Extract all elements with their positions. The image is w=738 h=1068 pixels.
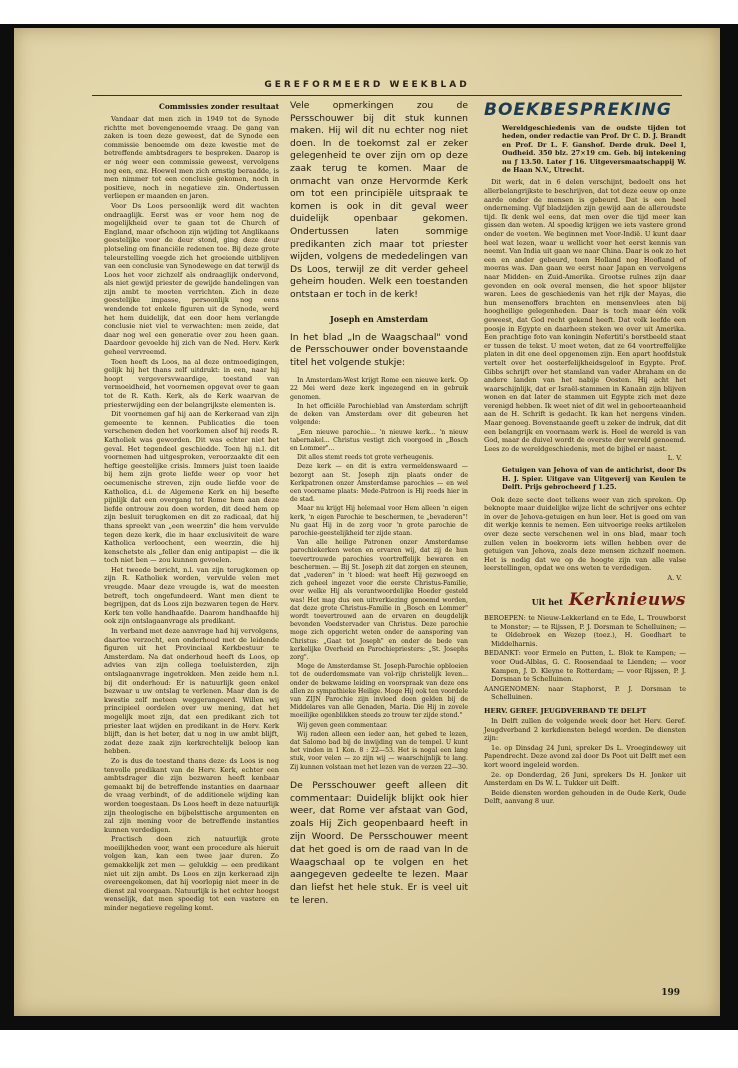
joseph-lead: In het blad „In de Waagschaal" vond de Persschouwer onder bovenstaande titel het volgende stukje: xyxy=(290,331,468,368)
quote-paragraph: Maar nu krijgt Hij helemaal voor Hem alleen 'n eigen kerk, 'n eigen Parochie te beschermen, te „bevaderen"! Nu gaat Hij in de zorg voor 'n grote parochie de parochie-geestelijkheid ter zijde staan. xyxy=(290,505,468,537)
kerknieuws-item: BEROEPEN: te Nieuw-Lekkerland en te Ede, L. Trouwborst te Monster; — te Rijssen, P. J. Dorsman te Schelluinen; — te Oldebroek en Wezep (toez.), H. Goedhart te Middelharnis. xyxy=(484,614,686,648)
quote-paragraph: Dit alles stemt reeds tot grote verheugenis. xyxy=(297,454,434,462)
paragraph: 1e. op Dinsdag 24 Juni, spreker Ds L. Vroegindewey uit Papendrecht. Deze avond zal door Ds Poot uit Delft met een kort woord ingeleid worden. xyxy=(484,743,686,769)
quote-paragraph: Deze kerk — en dit is extra vermeldenswaard — bezorgt aan St. Joseph zijn plaats onder de Kerkpatronen onzer Amsterdamse parochies — en wel een voorname plaats: Mede-Patroon is Hij reeds hier in de stad. xyxy=(290,463,468,504)
scan-border-bottom xyxy=(0,1030,738,1068)
paragraph: Practisch doen zich natuurlijk grote moeilijkheden voor, want een procedure als hieruit volgen kan, kan een twee jaar duren. Zo gemakkelijk zet men — gelukkig — een predikant niet uit zijn ambt. Ds Loos en zijn kerkeraad zijn overeengekomen, dat hij voorlopig niet meer in de dienst zal voorgaan. Natuurlijk is het echter hoogst wenselijk, dat men spoedig tot een vastere en minder negatieve regeling komt. xyxy=(104,835,279,913)
paragraph: Zo is dus de toestand thans deze: ds Loos is nog tenvolle predikant van de Herv. Kerk, echter een ambtsdrager die zijn bezwaren heeft kenbaar gemaakt bij de betreffende instanties en daarnaar de vraag verbindt, of de additionele wijding kan worden toegestaan. Ds Loos heeft in deze natuurlijk zijn theologische en bijbelsttische argumenten en zal zijn mening voor de betreffende instanties kunnen verdedigen. xyxy=(104,756,279,834)
paragraph: Vandaar dat men zich in 1949 tot de Synode richtte met bovengenoemde vraag. De gang van zaken is toen deze geweest, dat de Synode een commissie benoemde om deze kwestie met de betreffende ambtsdragers te bespreken. Daarop is er nóg weer een commissie geweest, vervolgens nog een, enz. Hoewel men zich ernstig beraadde, is men nimmer tot een conclusie gekomen, noch in positieve, noch in negatieve zin. Ondertussen verliepen er maanden en jaren. xyxy=(104,115,279,201)
article-heading-joseph: Joseph en Amsterdam xyxy=(329,313,429,324)
page-number: 199 xyxy=(661,988,680,998)
kerknieuws-item: AANGENOMEN: naar Staphorst, P. J. Dorsman te Schelluinen. xyxy=(484,684,686,702)
kerknieuws-prefix: Uit het xyxy=(531,597,563,607)
reviewer-signature: L. V. xyxy=(667,454,682,463)
kerknieuws-list xyxy=(484,614,686,702)
quote-paragraph: Moge de Amsterdamse St. Joseph-Parochie opbloeien tot de ouderdomsmate van vol-rijp christelijk leven... onder de bekwame leiding en voorspraak van deze ons allen zo sympathieke Heilige. Moge Hij ook ten voordele van ZIJN Parochie zijn invloed doen gelden bij de Middelares van alle Genaden, Maria. Die Hij in zovele moeilijke ogenblikken steeds zo trouw ter zijde stond." xyxy=(290,663,468,720)
newspaper-page xyxy=(14,28,720,1016)
header-rule xyxy=(92,95,682,96)
article-heading-commissies: Commissies zonder resultaat xyxy=(158,102,279,111)
persschouwer-closing: De Persschouwer geeft alleen dit commentaar: Duidelijk blijkt ook hier weer, dat Rome ver afstaat van God, zoals Hij Zich geopenbaard heeft in zijn Woord. De Persschouwer meent dat het goed is om de raad van In de Waagschaal op te volgen en het aangegeven gedeelte te lezen. Maar dan liefst het hele stuk. Er is veel uit te leren. xyxy=(290,779,468,906)
scan-border-top xyxy=(0,0,738,24)
joseph-quote xyxy=(290,377,468,772)
paragraph: Het tweede bericht, n.l. van zijn terugkomen op zijn R. Katholiek worden, vervulde velen met vreugde. Maar deze vreugde is, wat de meesten betreft, toch ongefundeerd. Want men dient te begrijpen, dat ds Loos zijn bezwaren tegen de Herv. Kerk ten volle handhaafde. Daarom handhaafde hij ook zijn ontslagaanvrage als predikant. xyxy=(104,565,279,626)
paragraph: 2e. op Donderdag, 26 Juni, sprekers Ds H. Jonker uit Amsterdam en Ds W. L. Tukker uit Delft. xyxy=(484,770,686,788)
article-body-commissies xyxy=(104,115,279,913)
book-info-getuigen: Getuigen van Jehova of van de antichrist, door Ds H. J. Spier. Uitgave van Uitgeverij van Keulen te Delft. Prijs gebrocheerd ƒ 1.25. xyxy=(502,466,686,492)
reviewer-signature: A. V. xyxy=(667,574,682,582)
kerknieuws-heading xyxy=(484,590,686,610)
running-head: GEREFORMEERD WEEKBLAD xyxy=(264,80,470,90)
quote-paragraph: Wij raden alleen een ieder aan, het gebed te lezen, dat Salomo bad bij de inwijding van de tempel. U kunt het vinden in 1 Kon. 8 : 22—53. Het is nogal een lang stuk, voor velen — zo zijn wij — waarschijnlijk te lang. Zij kunnen volstaan met het lezen van de verzen 22—30. xyxy=(290,730,468,771)
quote-paragraph: In Amsterdam-West krijgt Rome een nieuwe kerk. Op 22 Mei werd deze kerk ingezegend en in gebruik genomen. xyxy=(290,377,468,401)
column-middle xyxy=(290,100,468,908)
review-paragraph: Ook deze secte doet telkens weer van zich spreken. Op beknopte maar duidelijke wijze licht de schrijver ons echter in over de Jehova-getuigen en hun leer. Het is goed om van dit werkje kennis te nemen. Een uitvoerige reeks artikelen over deze secte verschenen wel in ons blad, maar toch zullen velen in boekvorm iets willen hebben over de getuigen van Jehova, zoals deze mensen zichzelf noemen. Het is nodig dat we op de hoogte zijn van alle valse leerstellingen, opdat we ons weten te verdedigen. xyxy=(484,495,686,573)
review-getuigen xyxy=(484,496,686,573)
section-heading-jeugdverband: HERV. GEREF. JEUGDVERBAND TE DELFT xyxy=(484,706,647,715)
quote-paragraph: „Een nieuwe parochie... 'n nieuwe kerk... 'n nieuw tabernakel... Christus vestigt zich voorgoed in „Bosch en Lommer"... xyxy=(290,428,468,452)
paragraph: In Delft zullen de volgende week door het Herv. Geref. Jeugdverband 2 kerkdiensten belegd worden. De diensten zijn: xyxy=(484,716,686,743)
review-wereldgeschiedenis xyxy=(484,178,686,453)
kerknieuws-logo: Kerknieuws xyxy=(568,590,686,610)
kerknieuws-item: BEDANKT: voor Ermelo en Putten, L. Blok te Kampen; — voor Oud-Alblas, G. C. Roosendaal te Lienden; — voor Kampen, J. D. Kleyne te Rotterdam; — voor Rijssen, P. J. Dorsman te Schelluinen. xyxy=(484,649,686,684)
paragraph: In verband met deze aanvrage had hij vervolgens, daartoe verzocht, een onderhoud met de leidende figuren uit het Provinciaal Kerkbestuur te Amsterdam. Na dat onderhoud heeft ds Loos, op advies van zijn collega toeluisterden, zijn ontslagaanvrage ingetrokken. Men zeide hem n.l. bij dit onderhoud: Er is natuurlijk geen enkel bezwaar u uw ontslag te verlenen. Maar dan is de kwestie zelf meteen weggerangeerd. Willen wij principieel oordelen over uw mening, dat het mogelijk moet zijn, dat een predikant zich tot priester laat wijden en predikant in de Herv. Kerk blijft, dan is het beter, dat u nog in uw ambt blijft, zodat deze zaak zijn kerkrechtelijk beloop kan hebben. xyxy=(104,627,279,756)
column-right xyxy=(484,100,686,807)
paragraph: Voor Ds Loos persoonlijk werd dit wachten ondraaglijk. Eerst was er voor hem nog de mogelijkheid over te gaan tot de Church of England, maar ofschoon zijn wijding tot Anglikaans geestelijke voor de deur stond, ging deze deur plotseling om financiële redenen toe. Bij deze grote teleurstelling voegde zich het groeiende uitblijven van een conclusie van Synodewege en dat terwijl ds Loos het voor zichzelf als ondraaglijk ondervond, als niet gewijd priester de gewijde handelingen van zijn ambt te moeten verrichten. Zich in deze geestelijke impasse, persoonlijk nog eens wendende tot enkele figuren uit de Synode, werd het hem duidelijk, dat een door hem verlangde conclusie niet viel te verwachten: men zeide, dat daar nog wel een generatie over zou heen gaan. Daardoor gevoelde hij zich van de Ned. Herv. Kerk geheel vervreemd. xyxy=(104,201,279,357)
quote-paragraph: Van alle heilige Patronen onzer Amsterdamse parochiekerken weten en ervaren wij, dat zij de hun toevertrouwde parochies voortreffelijk bewaren en beschermen. — Bij St. Joseph zit dat zorgen en steunen, dat „vaderen" in 't bloed: wat heeft Hij gezwoegd en zich geheel ingezet voor die eerste Christus-Familie, over welke Hij als verantwoordelijke Hoeder gesteld was! Het mag dus een uitverkiezing genoemd worden, dat deze grote Christus-Familie in „Bosch en Lommer" wordt toevertrouwd aan de ervaren en deugdelijk bevonden Voedstervader van Christus. Deze parochie moge zich opgericht weten onder de aansporing van Christus: „Gaat tot Joseph" en onder de bede van kerkelijke Overheid en Parochiepriesters: „St. Josephs zorg". xyxy=(290,539,468,661)
column-left xyxy=(104,100,279,914)
quote-paragraph: In het officiële Parochieblad van Amsterdam schrijft de deken van Amsterdam over dit gebeuren het volgende: xyxy=(290,402,468,427)
paragraph: Dit voornemen gaf hij aan de Kerkeraad van zijn gemeente te kennen. Publicaties die toen verschenen deden het voorkomen alsof hij reeds R. Katholiek was geworden. Dit was echter niet het geval. Het tegendeel geschiedde. Toen hij n.l. dit voornemen had uitgesproken, veroorzaakte dit een heftige geestelijke crisis. Immers juist toen laaide bij hem zijn grote liefde weer op voor het oecumenische streven, zijn oude liefde voor de Katholica, d.i. de Algemene Kerk en hij besefte pijnlijk dat een overgang tot Rome hem aan deze liefde ontrouw zou doen worden, dit deed hem op zijn besluit terugkomen en dit zo radicaal, dat hij thans spreekt van „een weerzin" die hem vervulde tegen deze kerk, die in haar exclusiviteit de ware Katholica verloochent, een weerzin, die hij kenschetste als „feller dan enig antipapist — die ik toch niet ben — zou kunnen gevoelen. xyxy=(104,410,279,565)
quote-paragraph: Wij geven geen commentaar. xyxy=(297,721,388,729)
section-title-boekbespreking: BOEKBESPREKING xyxy=(484,100,672,120)
persschouwer-intro: Vele opmerkingen zou de Persschouwer bij dit stuk kunnen maken. Hij wil dit nu echter nog niet doen. In de toekomst zal er zeker gelegenheid te over zijn om op deze zaak terug te komen. Maar de onmacht van onze Hervormde Kerk om tot een principiële uitspraak te komen is ook in dit geval weer duidelijk openbaar gekomen. Ondertussen laten sommige predikanten zich maar tot priester wijden, volgens de mededelingen van Ds Loos, terwijl ze dit verder geheel geheim houden. Welk een toestanden ontstaan er toch in de kerk! xyxy=(290,100,468,300)
review-paragraph: Dit werk, dat in 6 delen verschijnt, bedoelt ons het allerbelangrijkste te beschrijven, dat tot deze eeuw op onze aarde onder de mensen is gebeurd. Dat is een heel onderneming. Vijf bladzijden zijn gewijd aan de alleroudste tijd. Ik denk wel eens, dat men over die tijd meer kan gissen dan weten. Al spoedig krijgen we iets vastere grond onder de voeten. We beginnen met Voor-Indië. U kunt daar heel wat lezen, waar u wellicht voor het eerst kennis van neemt. Van India uit gaan we naar China. Daar is ook zo het een en ander gebeurd, toen Holland nog Hoofland of moeras was. Dan gaan we eerst naar Japan en vervolgens naar Midden- en Zuid-Amerika. Grootse ruïnes zijn daar gevonden en ook overal mensen, die het spoor blijster waren. Lees de geschiedenis van het rijk der Mayas, die hun mensenoffers brachten en mensenvlees aten bij hoogheilige gelegenheden. Daar is toch maar één volk geweest, dat God recht gekend heeft. Dat volk leefde een poosje in Egypte en daarheen steken we over uit Amerika. Een prachtige foto van koningin Nefertiti's borstbeeld staat er tussen de tekst. U moet weten, dat ze 64 voortreffelijke platen in dit ene deel opgenomen zijn. Een apart hoofdstuk vertelt over het oosterfelijkheidsgeloof in Egypte. Prof. Gibbs schrijft over het stamland van vader Abraham en de andere landen van het nabije Oosten. Hij acht het waarschijnlijk, dat er Israël-stammen in Kanaän zijn blijven wonen en dat later de stammen uit Egypte zich met deze verenigd hebben. Ik weet niet of dit wel in geboorteaanheid aan de H. Schrift is gedacht. Ik kan het nergens vinden. Maar genoeg. Bovenstaande geeft u zeker de indruk, dat dit een belangrijk en voornaam werk is. Heel de wereld is van God, maar de duivel wordt de overste der wereld genoemd. Lees zo de wereldgeschiedenis, met de bijbel er naast. xyxy=(484,178,686,453)
paragraph: Toen heeft ds Loos, na al deze ontmoedigingen, gelijk hij het thans zelf uitdrukt: in een, naar hij hoopt vergeversvwaardige, toestand van vermoeidheid, het voornemen opgevat over te gaan tot de R. Kath. Kerk, als de Kerk waarvan de priesterwijding een der belangrijkste elementen is. xyxy=(104,357,279,409)
jeugdverband-body xyxy=(484,717,686,806)
book-info-wereldgeschiedenis: Wereldgeschiedenis van de oudste tijden tot heden, onder redactie van Prof. Dr C. D. J. Brandt en Prof. Dr L. F. Ganshof. Derde druk. Deel I, Oudheid. 350 blz. 27×19 cm. Geb. bij intekening nu ƒ 13.50. Later ƒ 16. Uitgeversmaatschappij W. de Haan N.V., Utrecht. xyxy=(502,124,686,175)
paragraph: Beide diensten worden gehouden in de Oude Kerk, Oude Delft, aanvang 8 uur. xyxy=(484,788,686,806)
